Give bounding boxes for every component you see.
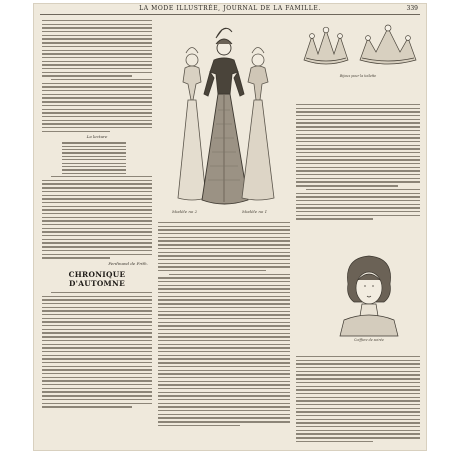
article-text-block bbox=[296, 356, 420, 442]
poem-block bbox=[42, 142, 152, 174]
section-heading: CHRONIQUE D'AUTOMNE bbox=[68, 269, 126, 288]
portrait-caption: Coiffure de soirée bbox=[354, 338, 384, 342]
middle-column-text bbox=[158, 222, 290, 429]
magazine-page bbox=[34, 4, 426, 450]
dress-drawing bbox=[158, 20, 290, 216]
tiaras-drawing bbox=[296, 20, 420, 100]
portrait-drawing bbox=[334, 250, 404, 346]
dress-caption-right: Modèle no 1 bbox=[242, 209, 268, 214]
tiaras-caption: Bijoux pour la toilette bbox=[339, 74, 377, 78]
page-number: 339 bbox=[406, 5, 418, 12]
header-rule bbox=[40, 14, 420, 15]
poem-title: La lecture bbox=[86, 134, 108, 140]
right-column-text bbox=[296, 104, 420, 222]
article-text-block bbox=[42, 292, 152, 408]
article-text-block bbox=[42, 20, 152, 132]
article-text-block bbox=[296, 104, 420, 220]
left-column bbox=[42, 20, 152, 410]
signature: Ferdinand de Frith. bbox=[108, 260, 148, 266]
tiaras-illustration bbox=[296, 20, 420, 100]
article-text-block bbox=[42, 176, 152, 259]
running-title: LA MODE ILLUSTRÉE, JOURNAL DE LA FAMILLE. bbox=[139, 5, 321, 12]
right-column-text-lower bbox=[296, 356, 420, 445]
dress-caption-left: Modèle no 2 bbox=[172, 209, 198, 214]
portrait-illustration bbox=[334, 250, 404, 346]
running-head bbox=[34, 5, 426, 14]
article-text-block bbox=[158, 222, 290, 426]
dress-illustration bbox=[158, 20, 290, 216]
